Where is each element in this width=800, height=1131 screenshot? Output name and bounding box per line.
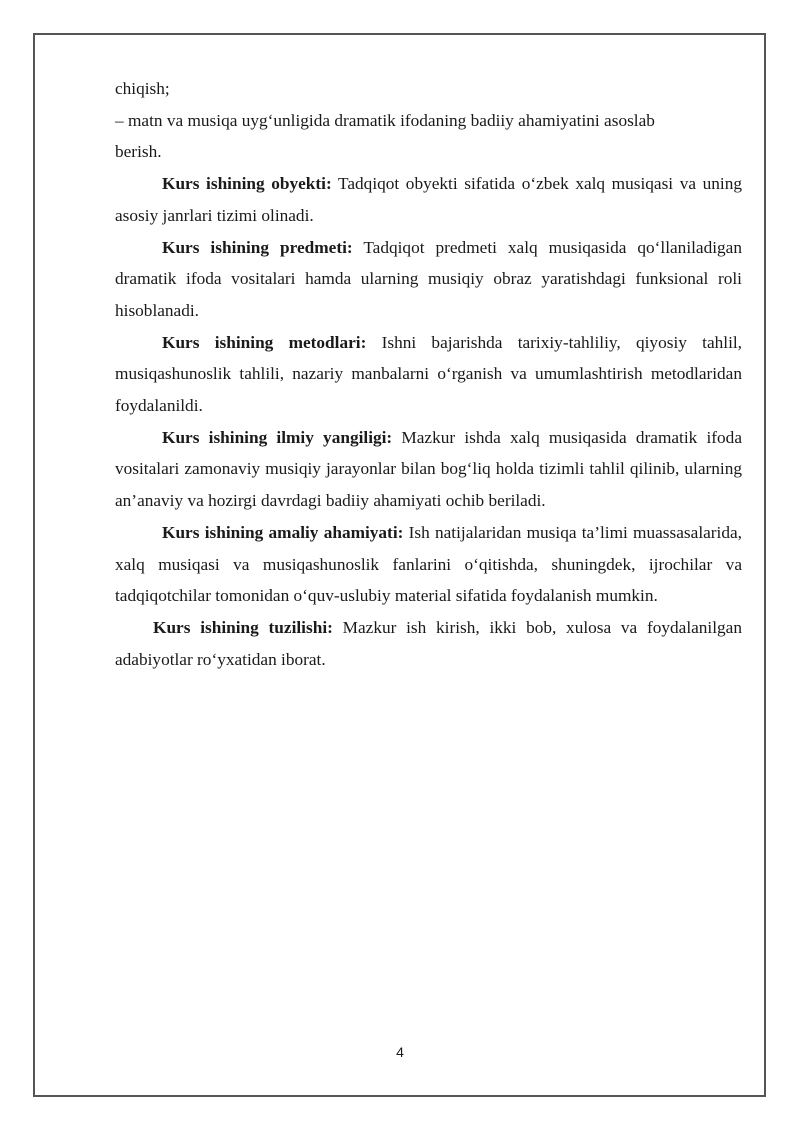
paragraph-text: Ishni bajarishda tarixiy-tahliliy, qiyosiy tahlil, musiqashunoslik tahlili, nazariy manbalarni o‘rganish va umumlashtirish metodlaridan foydalanildi. [115,332,742,416]
paragraph-label: Kurs ishining predmeti: [162,237,353,257]
paragraph-text: Mazkur ish kirish, ikki bob, xulosa va foydalanilgan adabiyotlar ro‘yxatidan iborat. [115,617,742,669]
paragraph-text: Tadqiqot predmeti xalq musiqasida qo‘llaniladigan dramatik ifoda vositalari hamda ularning musiqiy obraz yaratishdagi funksional roli hisoblanadi. [115,237,742,320]
paragraph-label: Kurs ishining ilmiy yangiligi: [162,427,393,447]
paragraph-label: Kurs ishining amaliy ahamiyati: [162,522,404,542]
document-body [115,73,742,675]
paragraph-text: Tadqiqot obyekti sifatida o‘zbek xalq musiqasi va uning asosiy janrlari tizimi olinadi. [115,174,742,225]
paragraph-ilmiy-yangiligi [115,422,742,517]
paragraph-label: Kurs ishining metodlari: [162,332,367,352]
paragraph-label: Kurs ishining obyekti: [162,174,332,194]
text-line: – matn va musiqa uyg‘unligida dramatik ifodaning badiiy ahamiyatini asoslab [115,110,655,130]
paragraph-metodlari [115,327,742,422]
paragraph-label: Kurs ishining tuzilishi: [153,617,333,637]
paragraph-amaliy-ahamiyati [115,517,742,612]
paragraph-tuzilishi [115,612,742,675]
paragraph-predmeti [115,232,742,327]
paragraph-text: Mazkur ishda xalq musiqasida dramatik ifoda vositalari zamonaviy musiqiy jarayonlar bilan bog‘liq holda tizimli tahlil qilinib, ularning an’anaviy va hozirgi davrdagi badiiy ahamiyati ochib beriladi. [115,427,742,511]
text-line: berish. [115,142,162,162]
page-number: 4 [396,1044,404,1060]
paragraph-text: Ish natijalaridan musiqa ta’limi muassasalarida, xalq musiqasi va musiqashunoslik fanlarini o‘qitishda, shuningdek, ijrochilar va tadqiqotchilar tomonidan o‘quv-uslubiy material sifatida foydalanish mumkin. [115,522,742,606]
text-line: chiqish; [115,79,170,98]
paragraph-obyekti [115,168,742,231]
